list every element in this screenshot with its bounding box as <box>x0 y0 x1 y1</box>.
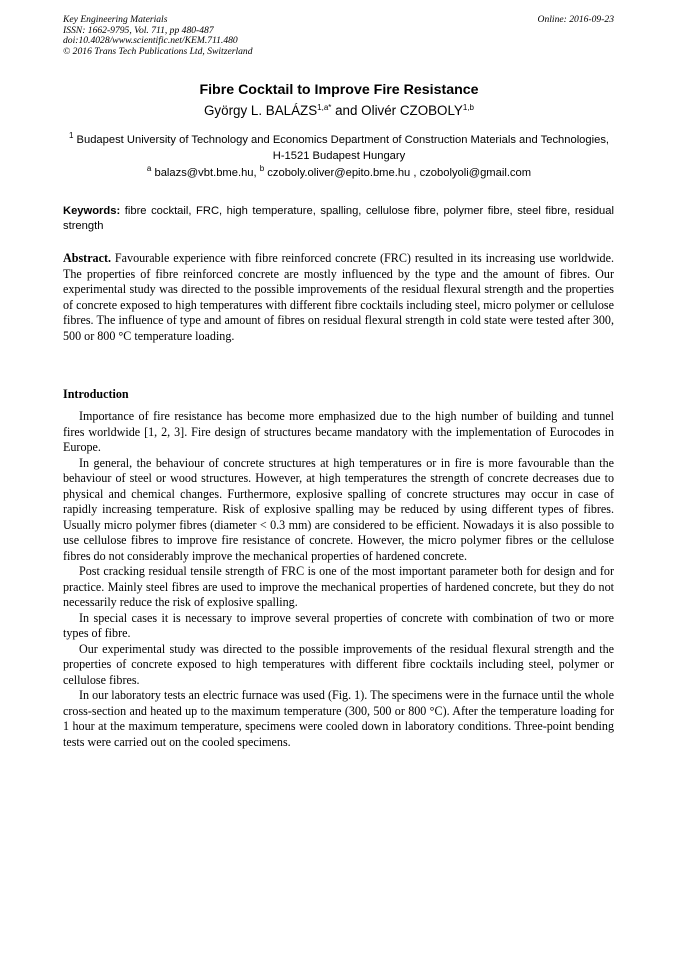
abstract-label: Abstract. <box>63 251 112 265</box>
email-a: balazs@vbt.bme.hu, <box>151 167 260 179</box>
keywords-text: fibre cocktail, FRC, high temperature, spalling, cellulose fibre, polymer fibre, steel fibre, residual strength <box>63 205 614 232</box>
section-heading-introduction: Introduction <box>63 387 129 401</box>
author-2-name: Olivér CZOBOLY <box>361 103 463 118</box>
author-line <box>0 103 678 118</box>
affiliation <box>63 132 615 164</box>
email-a-superscript: a <box>146 164 152 173</box>
author-1-superscript: 1,a* <box>317 103 332 112</box>
email-b-superscript: b <box>259 164 265 173</box>
author-conjunction: and <box>331 103 362 118</box>
paragraph: In special cases it is necessary to improve several properties of concrete with combination of two or more types of fibre. <box>63 610 614 640</box>
paragraph: Importance of fire resistance has become more emphasized due to the high number of building and tunnel fires worldwide [1, 2, 3]. Fire design of structures became mandatory with the implementation of Eurocodes in Europe. <box>63 409 614 454</box>
publication-info <box>63 15 253 57</box>
paragraph: Our experimental study was directed to the possible improvements of the residual flexural strength and the properties of concrete exposed to high temperatures with different fibre cocktails including steel, polymer or cellulose fibres. <box>63 641 614 687</box>
abstract <box>63 251 614 344</box>
paragraph: In our laboratory tests an electric furnace was used (Fig. 1). The specimens were in the furnace until the whole cross-section and heated up to the maximum temperature (300, 500 or 800 °C). After the temperature loading for 1 hour at the maximum temperature, specimens were cooled down in laboratory conditions. Three-point bending tests were carried out on the cooled specimens. <box>63 688 614 749</box>
author-2-superscript: 1,b <box>462 103 474 112</box>
paper-title: Fibre Cocktail to Improve Fire Resistance <box>199 82 479 98</box>
issn-line: ISSN: 1662-9795, Vol. 711, pp 480-487 <box>63 24 214 36</box>
journal-name: Key Engineering Materials <box>63 14 168 25</box>
keywords <box>63 204 614 233</box>
online-date: Online: 2016-09-23 <box>537 14 614 25</box>
email-line <box>0 164 678 179</box>
abstract-text: Favourable experience with fibre reinforced concrete (FRC) resulted in its increasing use worldwide. The properties of fibre reinforced concrete are mostly influenced by the type and the amount of fibres. Our experimental study was directed to the possible improvements of the residual flexural strength and the properties of concrete exposed to high temperatures with different fibre cocktails including steel, micro polymer or cellulose fibres. The influence of type and amount of fibres on residual flexural strength in cold state were tested after 300, 500 or 800 °C temperature loading. <box>63 251 614 343</box>
paragraph: Post cracking residual tensile strength of FRC is one of the most important parameter both for design and for practice. Mainly steel fibres are used to improve the mechanical properties of hardened concrete, but they do not necessarily reduce the risk of explosive spalling. <box>63 564 614 609</box>
keywords-label: Keywords: <box>63 205 121 217</box>
introduction-body <box>63 409 614 750</box>
affiliation-text: Budapest University of Technology and Economics Department of Construction Materials and Technologies, H-1521 Budapest Hungary <box>73 134 610 162</box>
author-1-name: György L. BALÁZS <box>204 103 318 118</box>
copyright-line: © 2016 Trans Tech Publications Ltd, Switzerland <box>63 45 253 57</box>
email-b: czoboly.oliver@epito.bme.hu , czobolyoli@gmail.com <box>264 167 532 179</box>
paragraph: In general, the behaviour of concrete structures at high temperatures or in fire is more favourable than the behaviour of steel or wood structures. However, at high temperatures the strength of concrete decreases due to physical and chemical changes. Furthermore, explosive spalling of concrete structures may occur in case of rapidly increasing temperature. Risk of explosive spalling may be reduced by using different types of fibres. Usually micro polymer fibres (diameter < 0.3 mm) are considered to be efficient. Nowadays it is also possible to use cellulose fibres to improve fire resistance of concrete. However, the micro polymer fibres or the cellulose fibres do not considerably improve the mechanical properties of hardened concrete. <box>63 455 614 563</box>
doi-line: doi:10.4028/www.scientific.net/KEM.711.480 <box>63 35 238 47</box>
affiliation-superscript: 1 <box>68 131 74 140</box>
